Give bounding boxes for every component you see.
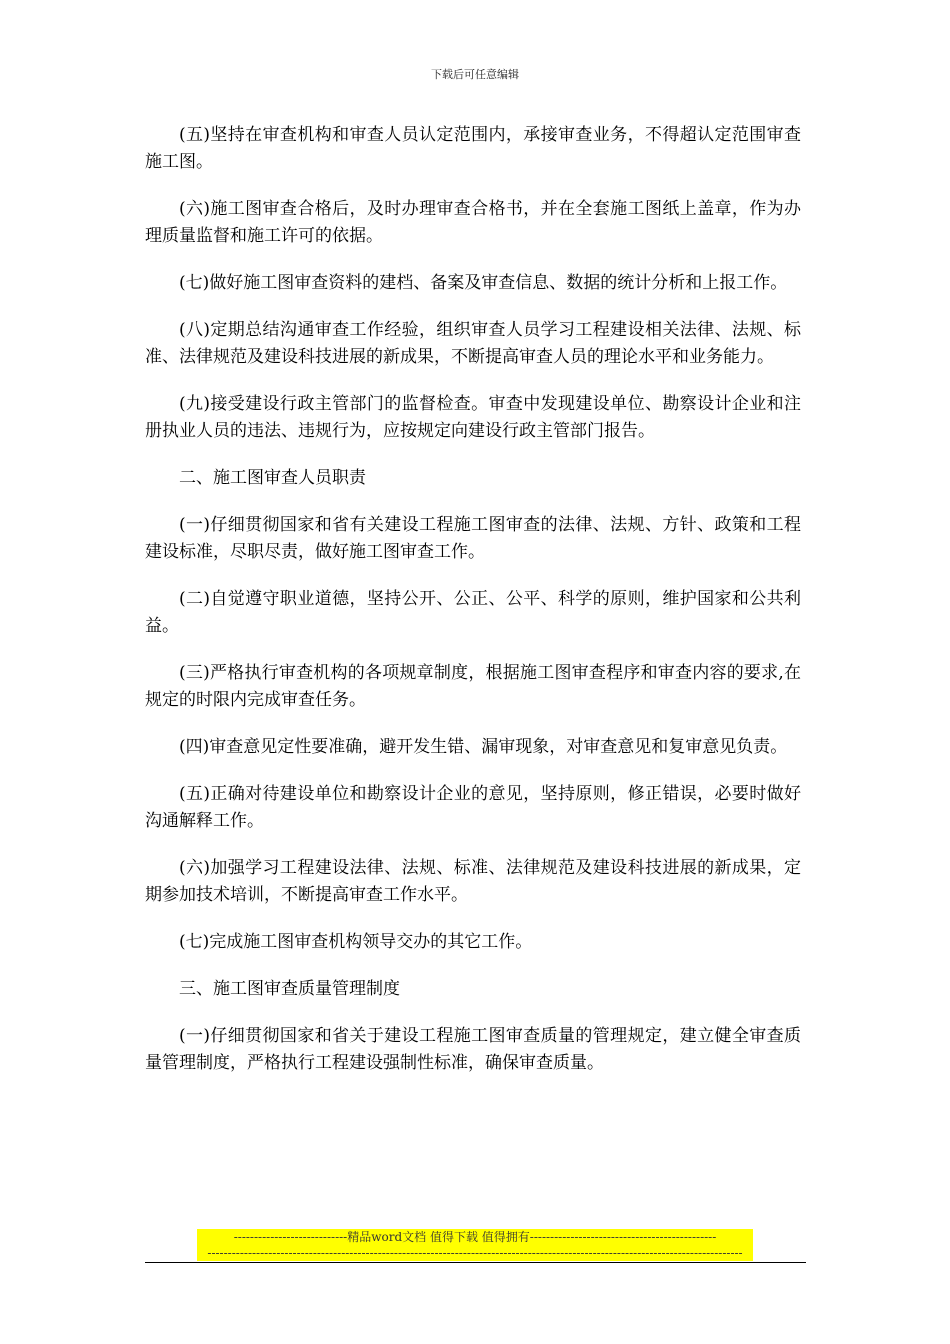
paragraph-7-2: (七)完成施工图审查机构领导交办的其它工作。 bbox=[179, 932, 533, 952]
paragraph-7-1: (七)做好施工图审查资料的建档、备案及审查信息、数据的统计分析和上报工作。 bbox=[179, 273, 788, 293]
footer-banner bbox=[197, 1229, 753, 1261]
document-body bbox=[145, 122, 801, 1097]
paragraph-3-2: (三)严格执行审查机构的各项规章制度，根据施工图审查程序和审查内容的要求,在规定的时限内完成审查任务。 bbox=[145, 663, 801, 710]
paragraph-2-2: (二)自觉遵守职业道德，坚持公开、公正、公平、科学的原则，维护国家和公共利益。 bbox=[145, 589, 801, 636]
paragraph-6-1: (六)施工图审查合格后，及时办理审查合格书，并在全套施工图纸上盖章，作为办理质量监督和施工许可的依据。 bbox=[145, 199, 801, 246]
paragraph-1-2: (一)仔细贯彻国家和省有关建设工程施工图审查的法律、法规、方针、政策和工程建设标准，尽职尽责，做好施工图审查工作。 bbox=[145, 515, 801, 562]
paragraph-9-1: (九)接受建设行政主管部门的监督检查。审查中发现建设单位、勘察设计企业和注册执业人员的违法、违规行为，应按规定向建设行政主管部门报告。 bbox=[145, 394, 801, 441]
paragraph-8-1: (八)定期总结沟通审查工作经验，组织审查人员学习工程建设相关法律、法规、标准、法律规范及建设科技进展的新成果，不断提高审查人员的理论水平和业务能力。 bbox=[145, 320, 801, 367]
page-header: 下载后可任意编辑 bbox=[431, 68, 519, 81]
paragraph-1-3: (一)仔细贯彻国家和省关于建设工程施工图审查质量的管理规定，建立健全审查质量管理制度，严格执行工程建设强制性标准，确保审查质量。 bbox=[145, 1026, 801, 1073]
paragraph-5-1: (五)坚持在审查机构和审查人员认定范围内，承接审查业务，不得超认定范围审查施工图。 bbox=[145, 125, 801, 172]
footer-banner-line-1: ----------------------------精品word文档 值得下载 值得拥有---------------------------------------------- bbox=[233, 1230, 717, 1244]
footer-banner-line-2: ------------------------------------------------------------------------------------------------------------------------------------ bbox=[207, 1246, 743, 1260]
section-heading-3: 三、施工图审查质量管理制度 bbox=[179, 979, 400, 999]
footer-rule bbox=[145, 1262, 806, 1263]
section-heading-2: 二、施工图审查人员职责 bbox=[179, 468, 366, 488]
paragraph-4-2: (四)审查意见定性要准确，避开发生错、漏审现象，对审查意见和复审意见负责。 bbox=[179, 737, 788, 757]
paragraph-5-2: (五)正确对待建设单位和勘察设计企业的意见，坚持原则，修正错误，必要时做好沟通解释工作。 bbox=[145, 784, 801, 831]
paragraph-6-2: (六)加强学习工程建设法律、法规、标准、法律规范及建设科技进展的新成果，定期参加技术培训，不断提高审查工作水平。 bbox=[145, 858, 801, 905]
